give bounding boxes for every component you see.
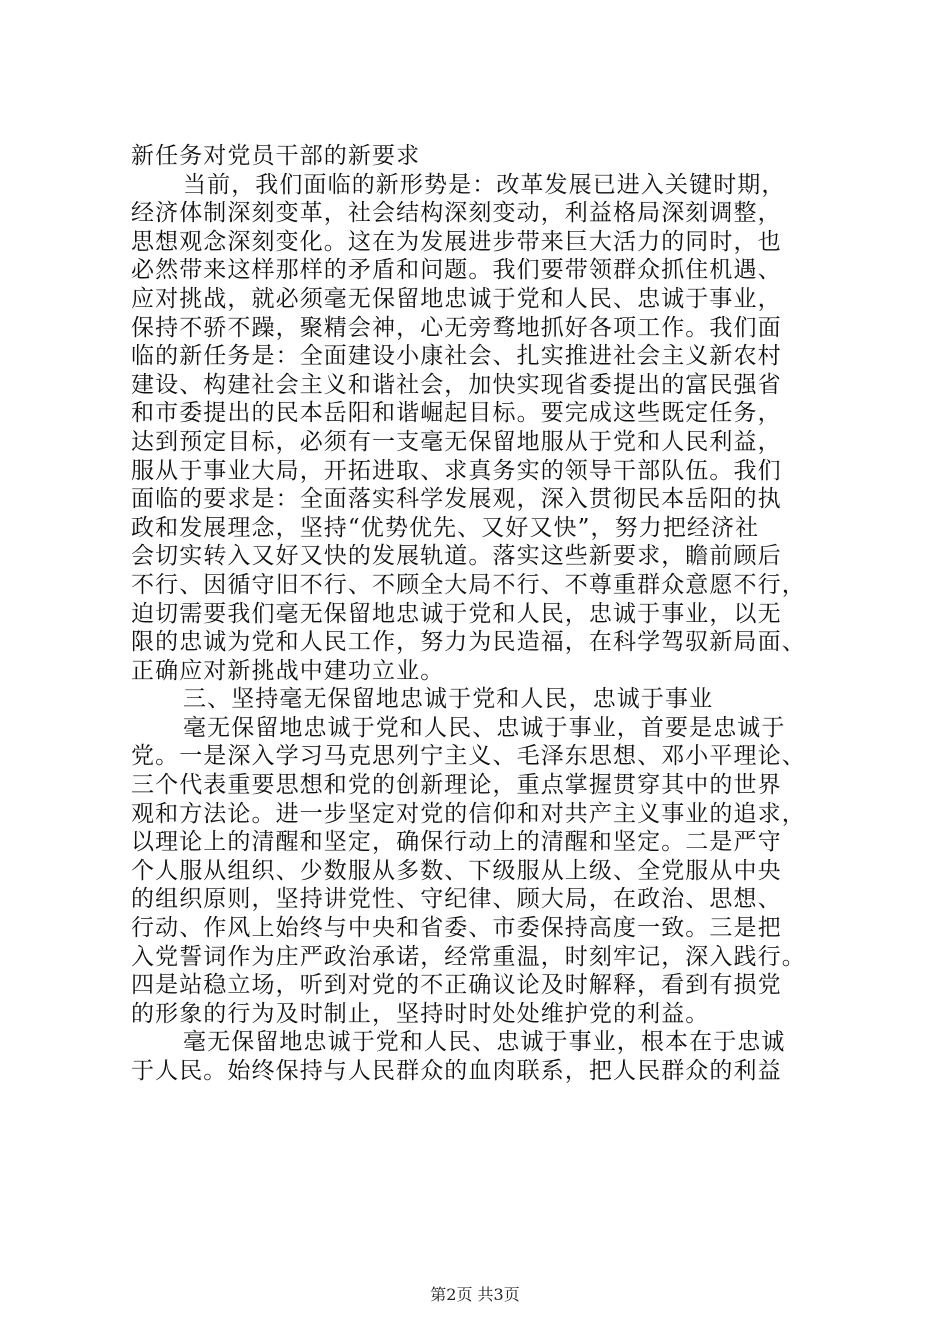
text-line: 限的忠诚为党和人民工作，努力为民造福，在科学驾驭新局面、 xyxy=(131,629,806,656)
text-line: 和市委提出的民本岳阳和谐崛起目标。要完成这些既定任务， xyxy=(131,400,782,427)
text-line: 应对挑战，就必须毫无保留地忠诚于党和人民、忠诚于事业， xyxy=(131,285,782,312)
text-line: 会切实转入又好又快的发展轨道。落实这些新要求，瞻前顾后 xyxy=(131,543,782,570)
text-line: 行动、作风上始终与中央和省委、市委保持高度一致。三是把 xyxy=(131,915,782,942)
text-line: 的组织原则，坚持讲党性、守纪律、顾大局，在政治、思想、 xyxy=(131,886,782,913)
text-line: 保持不骄不躁，聚精会神，心无旁骛地抓好各项工作。我们面 xyxy=(131,314,782,341)
text-line: 三个代表重要思想和党的创新理论，重点掌握贯穿其中的世界 xyxy=(131,772,782,799)
text-line: 毫无保留地忠诚于党和人民、忠诚于事业，首要是忠诚于 xyxy=(183,714,786,741)
text-line: 必然带来这样那样的矛盾和问题。我们要带领群众抓住机遇、 xyxy=(131,257,782,284)
text-line: 面临的要求是：全面落实科学发展观，深入贯彻民本岳阳的执 xyxy=(131,486,782,513)
text-line: 入党誓词作为庄严政治承诺，经常重温，时刻牢记，深入践行。 xyxy=(131,943,806,970)
text-line: 思想观念深刻变化。这在为发展进步带来巨大活力的同时，也 xyxy=(131,228,782,255)
text-line: 正确应对新挑战中建功立业。 xyxy=(131,657,445,684)
document-body xyxy=(131,142,831,1086)
text-line: 个人服从组织、少数服从多数、下级服从上级、全党服从中央 xyxy=(131,857,782,884)
page-number-label: 第2页 共3页 xyxy=(430,1285,520,1304)
text-line: 以理论上的清醒和坚定，确保行动上的清醒和坚定。二是严守 xyxy=(131,829,782,856)
text-line: 迫切需要我们毫无保留地忠诚于党和人民，忠诚于事业，以无 xyxy=(131,600,782,627)
text-line: 建设、构建社会主义和谐社会，加快实现省委提出的富民强省 xyxy=(131,371,782,398)
text-line: 不行、因循守旧不行、不顾全大局不行、不尊重群众意愿不行， xyxy=(131,571,806,598)
text-line: 服从于事业大局，开拓进取、求真务实的领导干部队伍。我们 xyxy=(131,457,782,484)
text-line: 观和方法论。进一步坚定对党的信仰和对共产主义事业的追求， xyxy=(131,800,806,827)
text-line: 政和发展理念，坚持“优势优先、又好又快”，努力把经济社 xyxy=(131,514,760,541)
page-footer xyxy=(0,1282,950,1305)
text-line: 毫无保留地忠诚于党和人民、忠诚于事业，根本在于忠诚 xyxy=(183,1029,786,1056)
text-line: 当前，我们面临的新形势是：改革发展已进入关键时期， xyxy=(183,171,786,198)
text-line: 的形象的行为及时制止，坚持时时处处维护党的利益。 xyxy=(131,1000,710,1027)
text-line: 新任务对党员干部的新要求 xyxy=(131,143,421,169)
text-line: 四是站稳立场，听到对党的不正确议论及时解释，看到有损党 xyxy=(131,972,782,999)
text-line: 达到预定目标，必须有一支毫无保留地服从于党和人民利益， xyxy=(131,428,782,455)
text-line: 经济体制深刻变革，社会结构深刻变动，利益格局深刻调整， xyxy=(131,200,782,227)
text-line: 党。一是深入学习马克思列宁主义、毛泽东思想、邓小平理论、 xyxy=(131,743,806,770)
text-line: 三、坚持毫无保留地忠诚于党和人民，忠诚于事业 xyxy=(183,686,714,713)
text-line: 临的新任务是：全面建设小康社会、扎实推进社会主义新农村 xyxy=(131,343,782,370)
text-line: 于人民。始终保持与人民群众的血肉联系，把人民群众的利益 xyxy=(131,1058,782,1084)
